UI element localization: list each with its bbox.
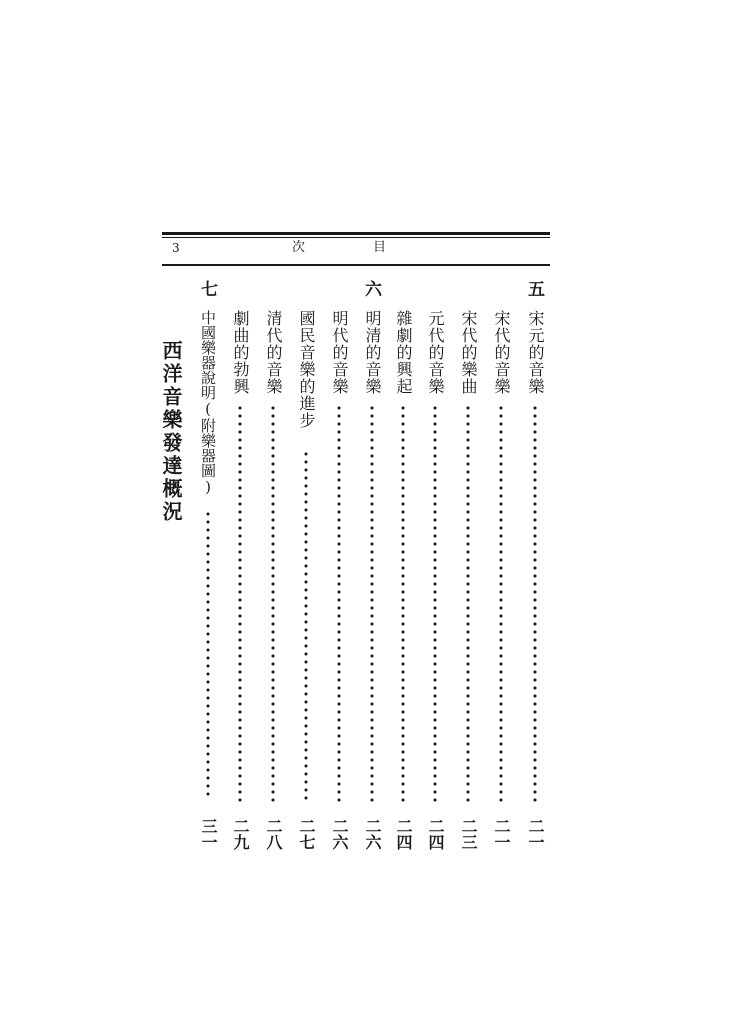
header-rule-top bbox=[162, 232, 550, 235]
leader-dots bbox=[267, 404, 279, 804]
toc-entry[interactable] bbox=[457, 310, 479, 850]
entry-page: 二三 bbox=[459, 818, 478, 850]
entry-page: 二六 bbox=[363, 818, 382, 850]
leader-dots bbox=[333, 404, 345, 804]
header-rule-top-thin bbox=[162, 237, 550, 238]
toc-entry[interactable] bbox=[229, 310, 251, 850]
toc-entry[interactable] bbox=[328, 310, 350, 850]
chapter-number-5: 五 bbox=[524, 280, 544, 297]
entry-page: 二六 bbox=[330, 818, 349, 850]
toc-entry[interactable] bbox=[197, 310, 219, 850]
entry-title: 劇曲的勃興 bbox=[231, 310, 250, 395]
header-rule-bottom bbox=[162, 264, 550, 266]
leader-dots bbox=[462, 404, 474, 804]
entry-page: 二八 bbox=[264, 818, 283, 850]
leader-dots bbox=[495, 404, 507, 804]
entry-title: 元代的音樂 bbox=[426, 310, 445, 395]
entry-title: 宋代的音樂 bbox=[492, 310, 511, 395]
entry-title: 宋元的音樂 bbox=[526, 310, 545, 395]
entry-title: 清代的音樂 bbox=[264, 310, 283, 395]
entry-page: 二四 bbox=[426, 818, 445, 850]
entry-title: 中國樂器說明(附樂器圖) bbox=[199, 310, 217, 496]
book-title: 西洋音樂發達概況 bbox=[159, 340, 183, 524]
toc-entry[interactable] bbox=[361, 310, 383, 850]
toc-entry[interactable] bbox=[262, 310, 284, 850]
toc-entry[interactable] bbox=[392, 310, 414, 850]
running-head-char-1: 次 bbox=[292, 240, 306, 255]
toc-entry[interactable] bbox=[295, 310, 317, 850]
entry-page: 二七 bbox=[297, 818, 316, 850]
entry-title: 國民音樂的進步 bbox=[297, 310, 316, 429]
leader-dots bbox=[397, 404, 409, 804]
page-number: 3 bbox=[172, 241, 180, 255]
leader-dots bbox=[529, 404, 541, 804]
chapter-number-6: 六 bbox=[361, 280, 381, 297]
entry-page: 二一 bbox=[526, 818, 545, 850]
entry-page: 二九 bbox=[231, 818, 250, 850]
entry-page: 三一 bbox=[199, 818, 218, 850]
entry-page: 二四 bbox=[394, 818, 413, 850]
toc-entry[interactable] bbox=[424, 310, 446, 850]
entry-title: 明代的音樂 bbox=[330, 310, 349, 395]
entry-title: 宋代的樂曲 bbox=[459, 310, 478, 395]
running-head-char-2: 目 bbox=[373, 240, 387, 255]
toc-entry[interactable] bbox=[524, 310, 546, 850]
leader-dots bbox=[429, 404, 441, 804]
leader-dots bbox=[300, 450, 312, 800]
toc-entry[interactable] bbox=[490, 310, 512, 850]
leader-dots bbox=[366, 404, 378, 804]
entry-title: 明清的音樂 bbox=[363, 310, 382, 395]
leader-dots bbox=[202, 510, 214, 800]
entry-page: 二一 bbox=[492, 818, 511, 850]
leader-dots bbox=[234, 404, 246, 804]
entry-title: 雜劇的興起 bbox=[394, 310, 413, 395]
chapter-number-7: 七 bbox=[197, 280, 217, 297]
